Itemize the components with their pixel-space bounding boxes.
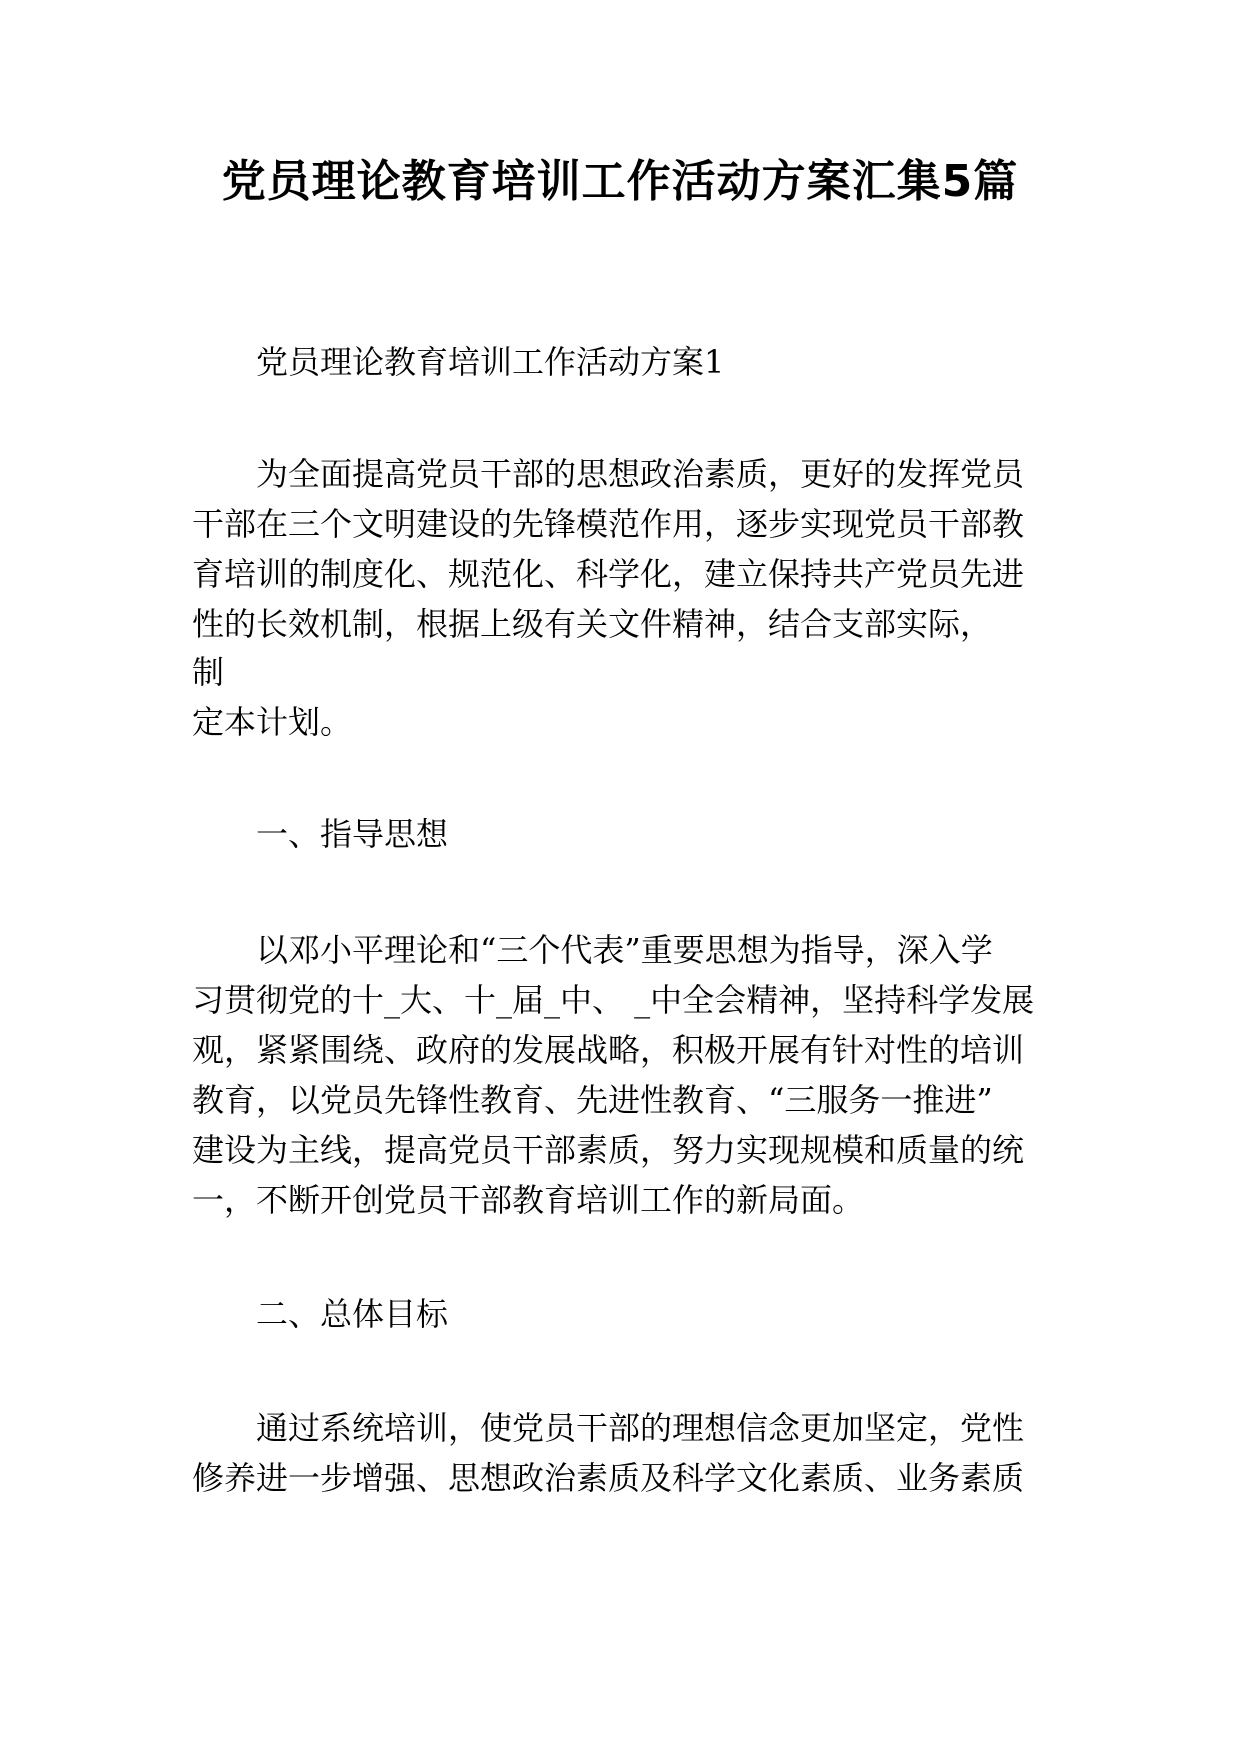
paragraph-line: 建设为主线，提高党员干部素质，努力实现规模和质量的统 [192,1131,1025,1169]
paragraph-line: 习贯彻党的十_大、十_届_中、 _中全会精神，坚持科学发展 [192,981,1035,1019]
paragraph-line: 教育，以党员先锋性教育、先进性教育、“三服务一推进” [192,1081,993,1119]
paragraph-line: 性的长效机制，根据上级有关文件精神，结合支部实际， [192,605,993,643]
paragraph-line: 观，紧紧围绕、政府的发展战略，积极开展有针对性的培训 [192,1031,1025,1069]
paragraph-line: 制 [192,653,225,691]
plan-heading: 党员理论教育培训工作活动方案1 [256,343,725,381]
paragraph-line: 定本计划。 [192,703,353,741]
paragraph-line: 干部在三个文明建设的先锋模范作用，逐步实现党员干部教 [192,505,1025,543]
section-heading: 二、总体目标 [256,1295,449,1333]
paragraph-line: 一，不断开创党员干部教育培训工作的新局面。 [192,1181,865,1219]
paragraph-line: 修养进一步增强、思想政治素质及科学文化素质、业务素质 [192,1459,1025,1497]
paragraph-line: 育培训的制度化、规范化、科学化，建立保持共产党员先进 [192,555,1025,593]
paragraph-line: 通过系统培训，使党员干部的理想信念更加坚定，党性 [256,1409,1025,1447]
section-heading: 一、指导思想 [256,815,449,853]
document-title: 党员理论教育培训工作活动方案汇集5篇 [221,156,1019,207]
paragraph-line: 为全面提高党员干部的思想政治素质，更好的发挥党员 [256,455,1025,493]
paragraph-line: 以邓小平理论和“三个代表”重要思想为指导，深入学 [256,931,993,969]
